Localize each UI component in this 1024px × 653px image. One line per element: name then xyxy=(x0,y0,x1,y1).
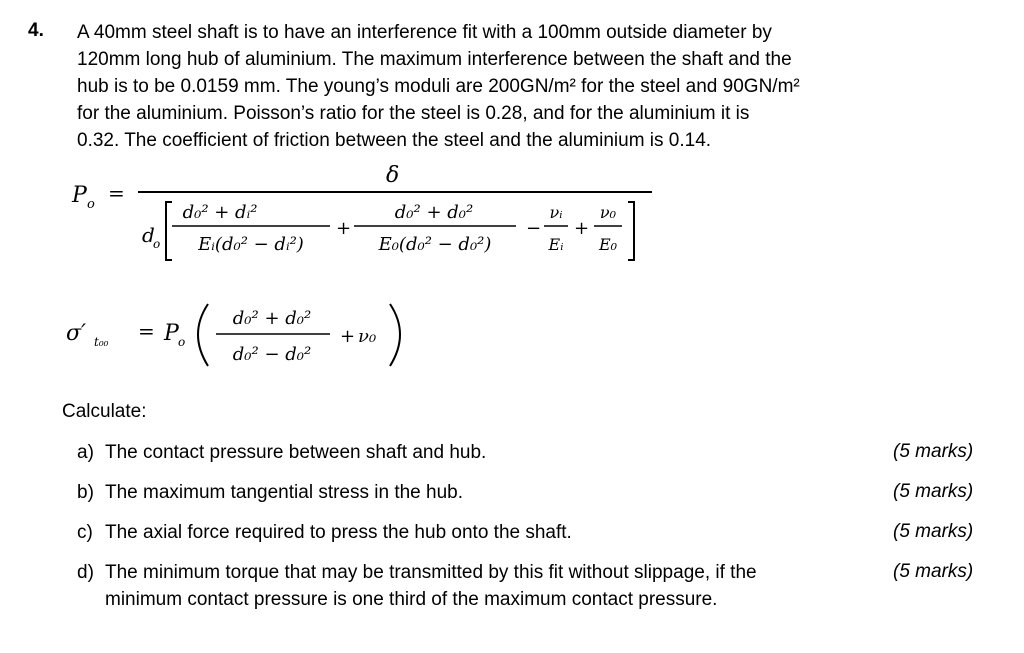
question-line: 0.32. The coefficient of friction between the steel and the aluminium is 0.14. xyxy=(77,130,712,151)
stress-frac-denominator: d₀² − d₀² xyxy=(232,344,312,365)
part-d xyxy=(77,559,757,613)
formula-lhs-sub: o xyxy=(87,197,95,212)
part-a xyxy=(77,439,486,466)
term1-numerator: d₀² + dᵢ² xyxy=(182,202,258,223)
part-c xyxy=(77,519,572,546)
part-text: minimum contact pressure is one third of the maximum contact pressure. xyxy=(105,589,718,610)
formula-minus: − xyxy=(526,218,542,239)
part-d-marks: (5 marks) xyxy=(893,561,974,582)
part-text: The contact pressure between shaft and hub. xyxy=(105,442,487,463)
stress-factor: P xyxy=(164,321,179,346)
stress-lhs-sub: t₀₀ xyxy=(94,335,109,349)
stress-equals: = xyxy=(138,319,155,343)
left-paren xyxy=(198,304,208,366)
right-bracket xyxy=(628,202,634,260)
tangential-stress-formula xyxy=(60,290,440,380)
stress-lhs: σ′ xyxy=(66,321,87,346)
part-text: The axial force required to press the hub onto the shaft. xyxy=(105,522,572,543)
formula-lhs: P xyxy=(72,183,87,208)
formula-outer-factor-sub: o xyxy=(153,237,161,251)
stress-nu: ν₀ xyxy=(358,326,377,347)
formula-outer-factor: d xyxy=(142,223,155,247)
question-number: 4. xyxy=(28,20,44,41)
part-c-marks: (5 marks) xyxy=(893,521,974,542)
e-i: Eᵢ xyxy=(548,235,564,254)
formula-numerator: δ xyxy=(386,163,400,188)
e-o: E₀ xyxy=(598,235,618,254)
part-letter: c) xyxy=(77,522,93,543)
part-a-marks: (5 marks) xyxy=(893,441,974,462)
left-bracket xyxy=(166,202,172,260)
question-line: for the aluminium. Poisson’s ratio for the steel is 0.28, and for the aluminium it is xyxy=(77,103,750,124)
stress-frac-numerator: d₀² + d₀² xyxy=(232,308,312,329)
stress-plus: + xyxy=(340,326,356,347)
term1-denominator: Eᵢ(d₀² − dᵢ²) xyxy=(198,234,304,255)
term2-denominator: E₀(d₀² − d₀²) xyxy=(378,234,492,255)
part-letter: d) xyxy=(77,562,94,583)
term2-numerator: d₀² + d₀² xyxy=(394,202,474,223)
formula-plus: + xyxy=(336,218,352,239)
right-paren xyxy=(390,304,400,366)
part-b-marks: (5 marks) xyxy=(893,481,974,502)
formula-plus-2: + xyxy=(574,218,590,239)
question-line: 120mm long hub of aluminium. The maximum interference between the shaft and the xyxy=(77,49,792,70)
part-letter: b) xyxy=(77,482,94,503)
question-line: A 40mm steel shaft is to have an interference fit with a 100mm outside diameter by xyxy=(77,22,772,43)
part-b xyxy=(77,479,463,506)
calculate-label: Calculate: xyxy=(62,401,147,422)
part-text: The minimum torque that may be transmitted by this fit without slippage, if the xyxy=(105,562,757,583)
question-line: hub is to be 0.0159 mm. The young’s moduli are 200GN/m² for the steel and 90GN/m² xyxy=(77,76,800,97)
part-text: The maximum tangential stress in the hub. xyxy=(105,482,464,503)
contact-pressure-formula xyxy=(60,160,660,270)
stress-factor-sub: o xyxy=(178,335,186,349)
question-text xyxy=(77,19,877,154)
part-letter: a) xyxy=(77,442,94,463)
formula-equals: = xyxy=(108,181,125,205)
nu-o: ν₀ xyxy=(599,203,617,222)
nu-i: νᵢ xyxy=(549,203,563,222)
